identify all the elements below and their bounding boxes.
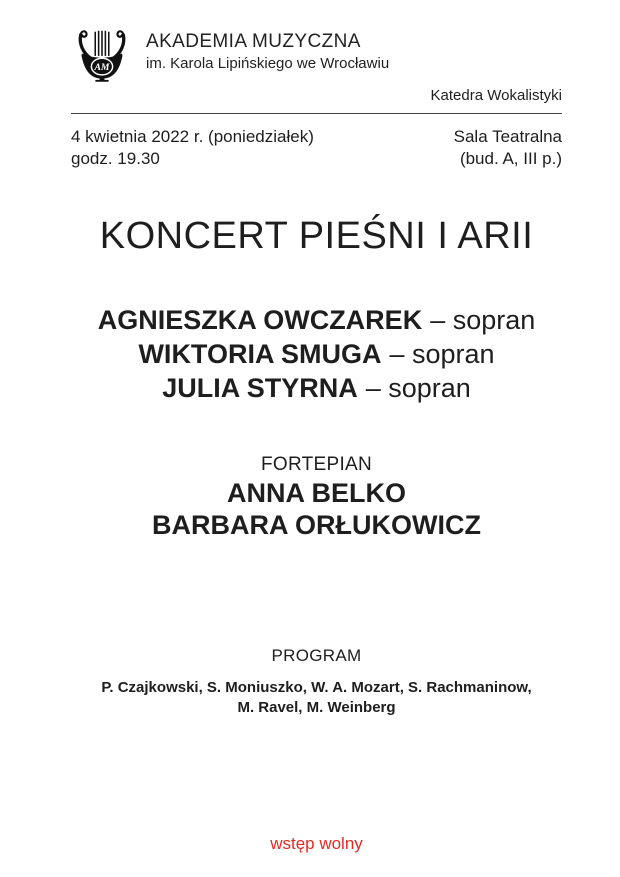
program-line: M. Ravel, M. Weinberg <box>237 699 396 716</box>
venue-name: Sala Teatralna <box>453 127 562 146</box>
accompaniment-label: FORTEPIAN <box>260 454 373 475</box>
program-composers <box>71 678 562 718</box>
soloist-line <box>71 371 562 405</box>
academy-name: AKADEMIA MUZYCZNA <box>146 31 361 52</box>
academy-subtitle: im. Karola Lipińskiego we Wrocławiu <box>146 55 390 72</box>
pianists-list <box>71 477 562 541</box>
soloist-name: WIKTORIA SMUGA <box>138 339 382 369</box>
soloist-voice: – sopran <box>365 373 471 403</box>
event-time: godz. 19.30 <box>71 149 160 168</box>
soloist-voice: – sopran <box>430 305 536 335</box>
header-divider <box>71 113 562 114</box>
venue-detail: (bud. A, III p.) <box>459 149 562 168</box>
soloist-name: AGNIESZKA OWCZAREK <box>97 305 423 335</box>
logo-monogram: AM <box>94 62 110 74</box>
concert-title: KONCERT PIEŚNI I ARII <box>99 215 534 257</box>
department-label: Katedra Wokalistyki <box>430 87 562 104</box>
program-label: PROGRAM <box>271 646 362 665</box>
pianist-name: BARBARA ORŁUKOWICZ <box>152 510 481 540</box>
program-line: P. Czajkowski, S. Moniuszko, W. A. Mozart, S. Rachmaninow, <box>101 679 532 696</box>
academy-header <box>71 24 562 82</box>
event-info-row <box>71 126 562 170</box>
venue-block <box>454 126 562 170</box>
soloist-name: JULIA STYRNA <box>162 373 358 403</box>
event-date: 4 kwietnia 2022 r. (poniedziałek) <box>71 127 314 146</box>
pianist-name: ANNA BELKO <box>227 478 406 508</box>
soloist-voice: – sopran <box>389 339 495 369</box>
soloist-line <box>71 303 562 337</box>
soloists-list <box>71 303 562 405</box>
academy-text-block <box>146 24 389 72</box>
soloist-line <box>71 337 562 371</box>
date-time-block <box>71 126 314 170</box>
admission-note: wstęp wolny <box>270 834 363 853</box>
lyre-logo-icon <box>71 24 133 82</box>
